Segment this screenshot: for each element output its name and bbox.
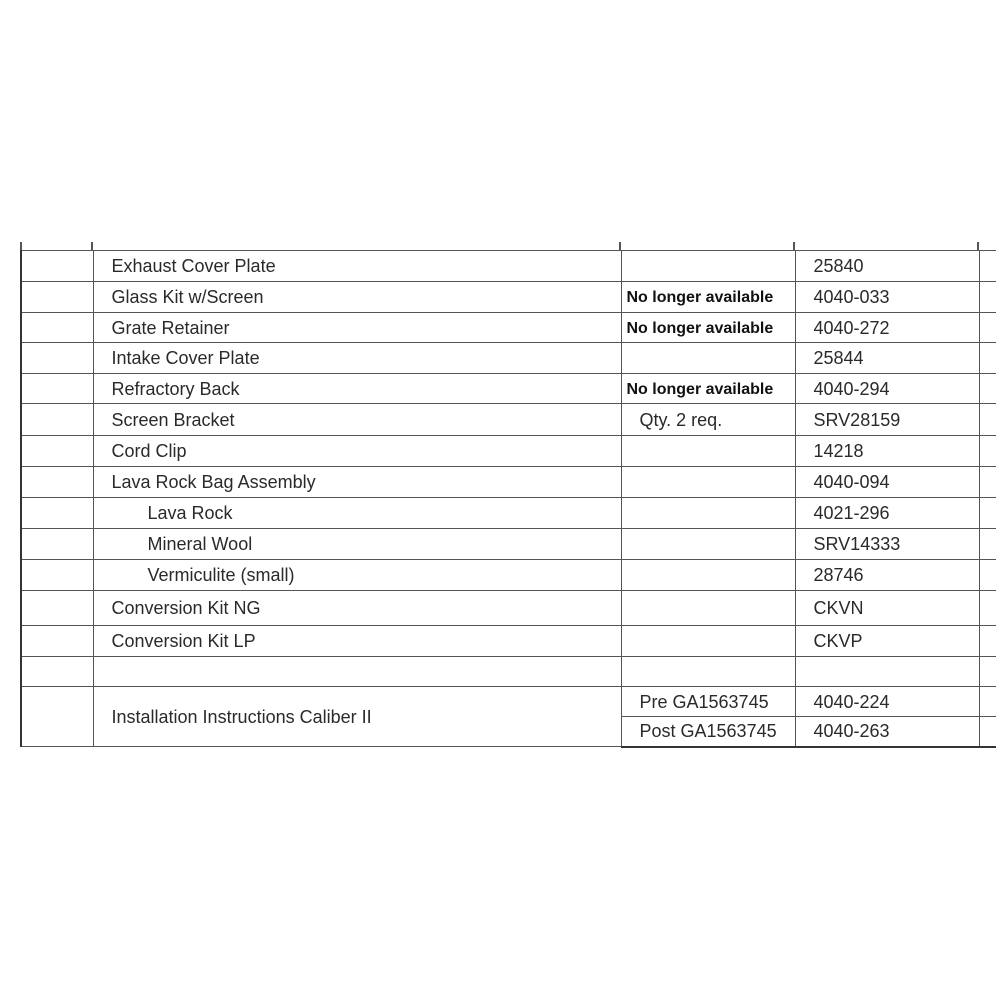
trailing-cell bbox=[979, 467, 996, 498]
installation-description-cell: Installation Instructions Caliber II bbox=[93, 687, 621, 747]
table-row bbox=[21, 282, 996, 313]
note-cell bbox=[621, 251, 795, 282]
note-cell bbox=[621, 343, 795, 374]
row-marker-cell bbox=[21, 404, 93, 436]
note-cell bbox=[621, 529, 795, 560]
description-cell: Lava Rock Bag Assembly bbox=[93, 467, 621, 498]
part-number-cell: 4040-094 bbox=[795, 467, 979, 498]
description-cell: Screen Bracket bbox=[93, 404, 621, 436]
trailing-cell bbox=[979, 282, 996, 313]
trailing-cell bbox=[979, 436, 996, 467]
row-marker-cell bbox=[21, 498, 93, 529]
description-cell: Cord Clip bbox=[93, 436, 621, 467]
table-row bbox=[21, 529, 996, 560]
part-number-cell: 4040-033 bbox=[795, 282, 979, 313]
parts-table bbox=[20, 250, 996, 748]
description-cell: Glass Kit w/Screen bbox=[93, 282, 621, 313]
trailing-cell bbox=[979, 529, 996, 560]
note-cell bbox=[621, 467, 795, 498]
description-cell: Grate Retainer bbox=[93, 313, 621, 343]
table-row bbox=[21, 436, 996, 467]
serial-range-cell: Pre GA1563745 bbox=[621, 687, 795, 717]
description-cell: Mineral Wool bbox=[93, 529, 621, 560]
trailing-cell bbox=[979, 404, 996, 436]
trailing-cell bbox=[979, 626, 996, 657]
row-marker-cell bbox=[21, 657, 93, 687]
part-number-cell: CKVN bbox=[795, 591, 979, 626]
row-marker-cell bbox=[21, 467, 93, 498]
note-cell bbox=[621, 591, 795, 626]
description-cell: Exhaust Cover Plate bbox=[93, 251, 621, 282]
availability-note: No longer available bbox=[626, 289, 774, 306]
note-cell bbox=[621, 560, 795, 591]
row-marker-cell bbox=[21, 374, 93, 404]
note-cell bbox=[621, 436, 795, 467]
trailing-cell bbox=[979, 343, 996, 374]
part-number-cell: 14218 bbox=[795, 436, 979, 467]
note-cell bbox=[621, 657, 795, 687]
description-cell: Conversion Kit LP bbox=[93, 626, 621, 657]
table-row bbox=[21, 374, 996, 404]
parts-table-body bbox=[21, 251, 996, 747]
note-cell bbox=[621, 498, 795, 529]
row-marker-cell bbox=[21, 626, 93, 657]
table-row bbox=[21, 560, 996, 591]
note-cell bbox=[621, 313, 795, 343]
trailing-cell bbox=[979, 251, 996, 282]
note-cell bbox=[621, 282, 795, 313]
row-marker-cell bbox=[21, 591, 93, 626]
table-row bbox=[21, 313, 996, 343]
description-cell: Lava Rock bbox=[93, 498, 621, 529]
note-cell: Qty. 2 req. bbox=[621, 404, 795, 436]
trailing-cell bbox=[979, 498, 996, 529]
row-marker-cell bbox=[21, 313, 93, 343]
description-cell: Vermiculite (small) bbox=[93, 560, 621, 591]
part-number-cell: 4040-294 bbox=[795, 374, 979, 404]
part-number-cell: 28746 bbox=[795, 560, 979, 591]
table-row bbox=[21, 404, 996, 436]
part-number-cell bbox=[795, 657, 979, 687]
part-number-cell: 25840 bbox=[795, 251, 979, 282]
description-cell: Intake Cover Plate bbox=[93, 343, 621, 374]
table-row bbox=[21, 251, 996, 282]
row-marker-cell bbox=[21, 343, 93, 374]
part-number-cell: 4040-224 bbox=[795, 687, 979, 717]
table-row bbox=[21, 591, 996, 626]
description-cell: Refractory Back bbox=[93, 374, 621, 404]
part-number-cell: 25844 bbox=[795, 343, 979, 374]
description-cell: Conversion Kit NG bbox=[93, 591, 621, 626]
part-number-cell: 4040-263 bbox=[795, 717, 979, 747]
part-number-cell: CKVP bbox=[795, 626, 979, 657]
row-marker-cell bbox=[21, 282, 93, 313]
note-cell bbox=[621, 626, 795, 657]
table-row bbox=[21, 687, 996, 717]
trailing-cell bbox=[979, 560, 996, 591]
table-row bbox=[21, 626, 996, 657]
trailing-cell bbox=[979, 687, 996, 717]
trailing-cell bbox=[979, 657, 996, 687]
trailing-cell bbox=[979, 591, 996, 626]
trailing-cell bbox=[979, 374, 996, 404]
trailing-cell bbox=[979, 313, 996, 343]
note-cell bbox=[621, 374, 795, 404]
description-cell bbox=[93, 657, 621, 687]
serial-range-cell: Post GA1563745 bbox=[621, 717, 795, 747]
availability-note: No longer available bbox=[626, 380, 774, 398]
availability-note: No longer available bbox=[626, 319, 774, 337]
part-number-cell: SRV14333 bbox=[795, 529, 979, 560]
table-row bbox=[21, 467, 996, 498]
table-row bbox=[21, 657, 996, 687]
part-number-cell: SRV28159 bbox=[795, 404, 979, 436]
row-marker-cell bbox=[21, 251, 93, 282]
row-marker-cell bbox=[21, 529, 93, 560]
table-row bbox=[21, 343, 996, 374]
table-row bbox=[21, 498, 996, 529]
row-marker-cell bbox=[21, 560, 93, 591]
row-marker-cell bbox=[21, 687, 93, 747]
row-marker-cell bbox=[21, 436, 93, 467]
trailing-cell bbox=[979, 717, 996, 747]
part-number-cell: 4021-296 bbox=[795, 498, 979, 529]
part-number-cell: 4040-272 bbox=[795, 313, 979, 343]
